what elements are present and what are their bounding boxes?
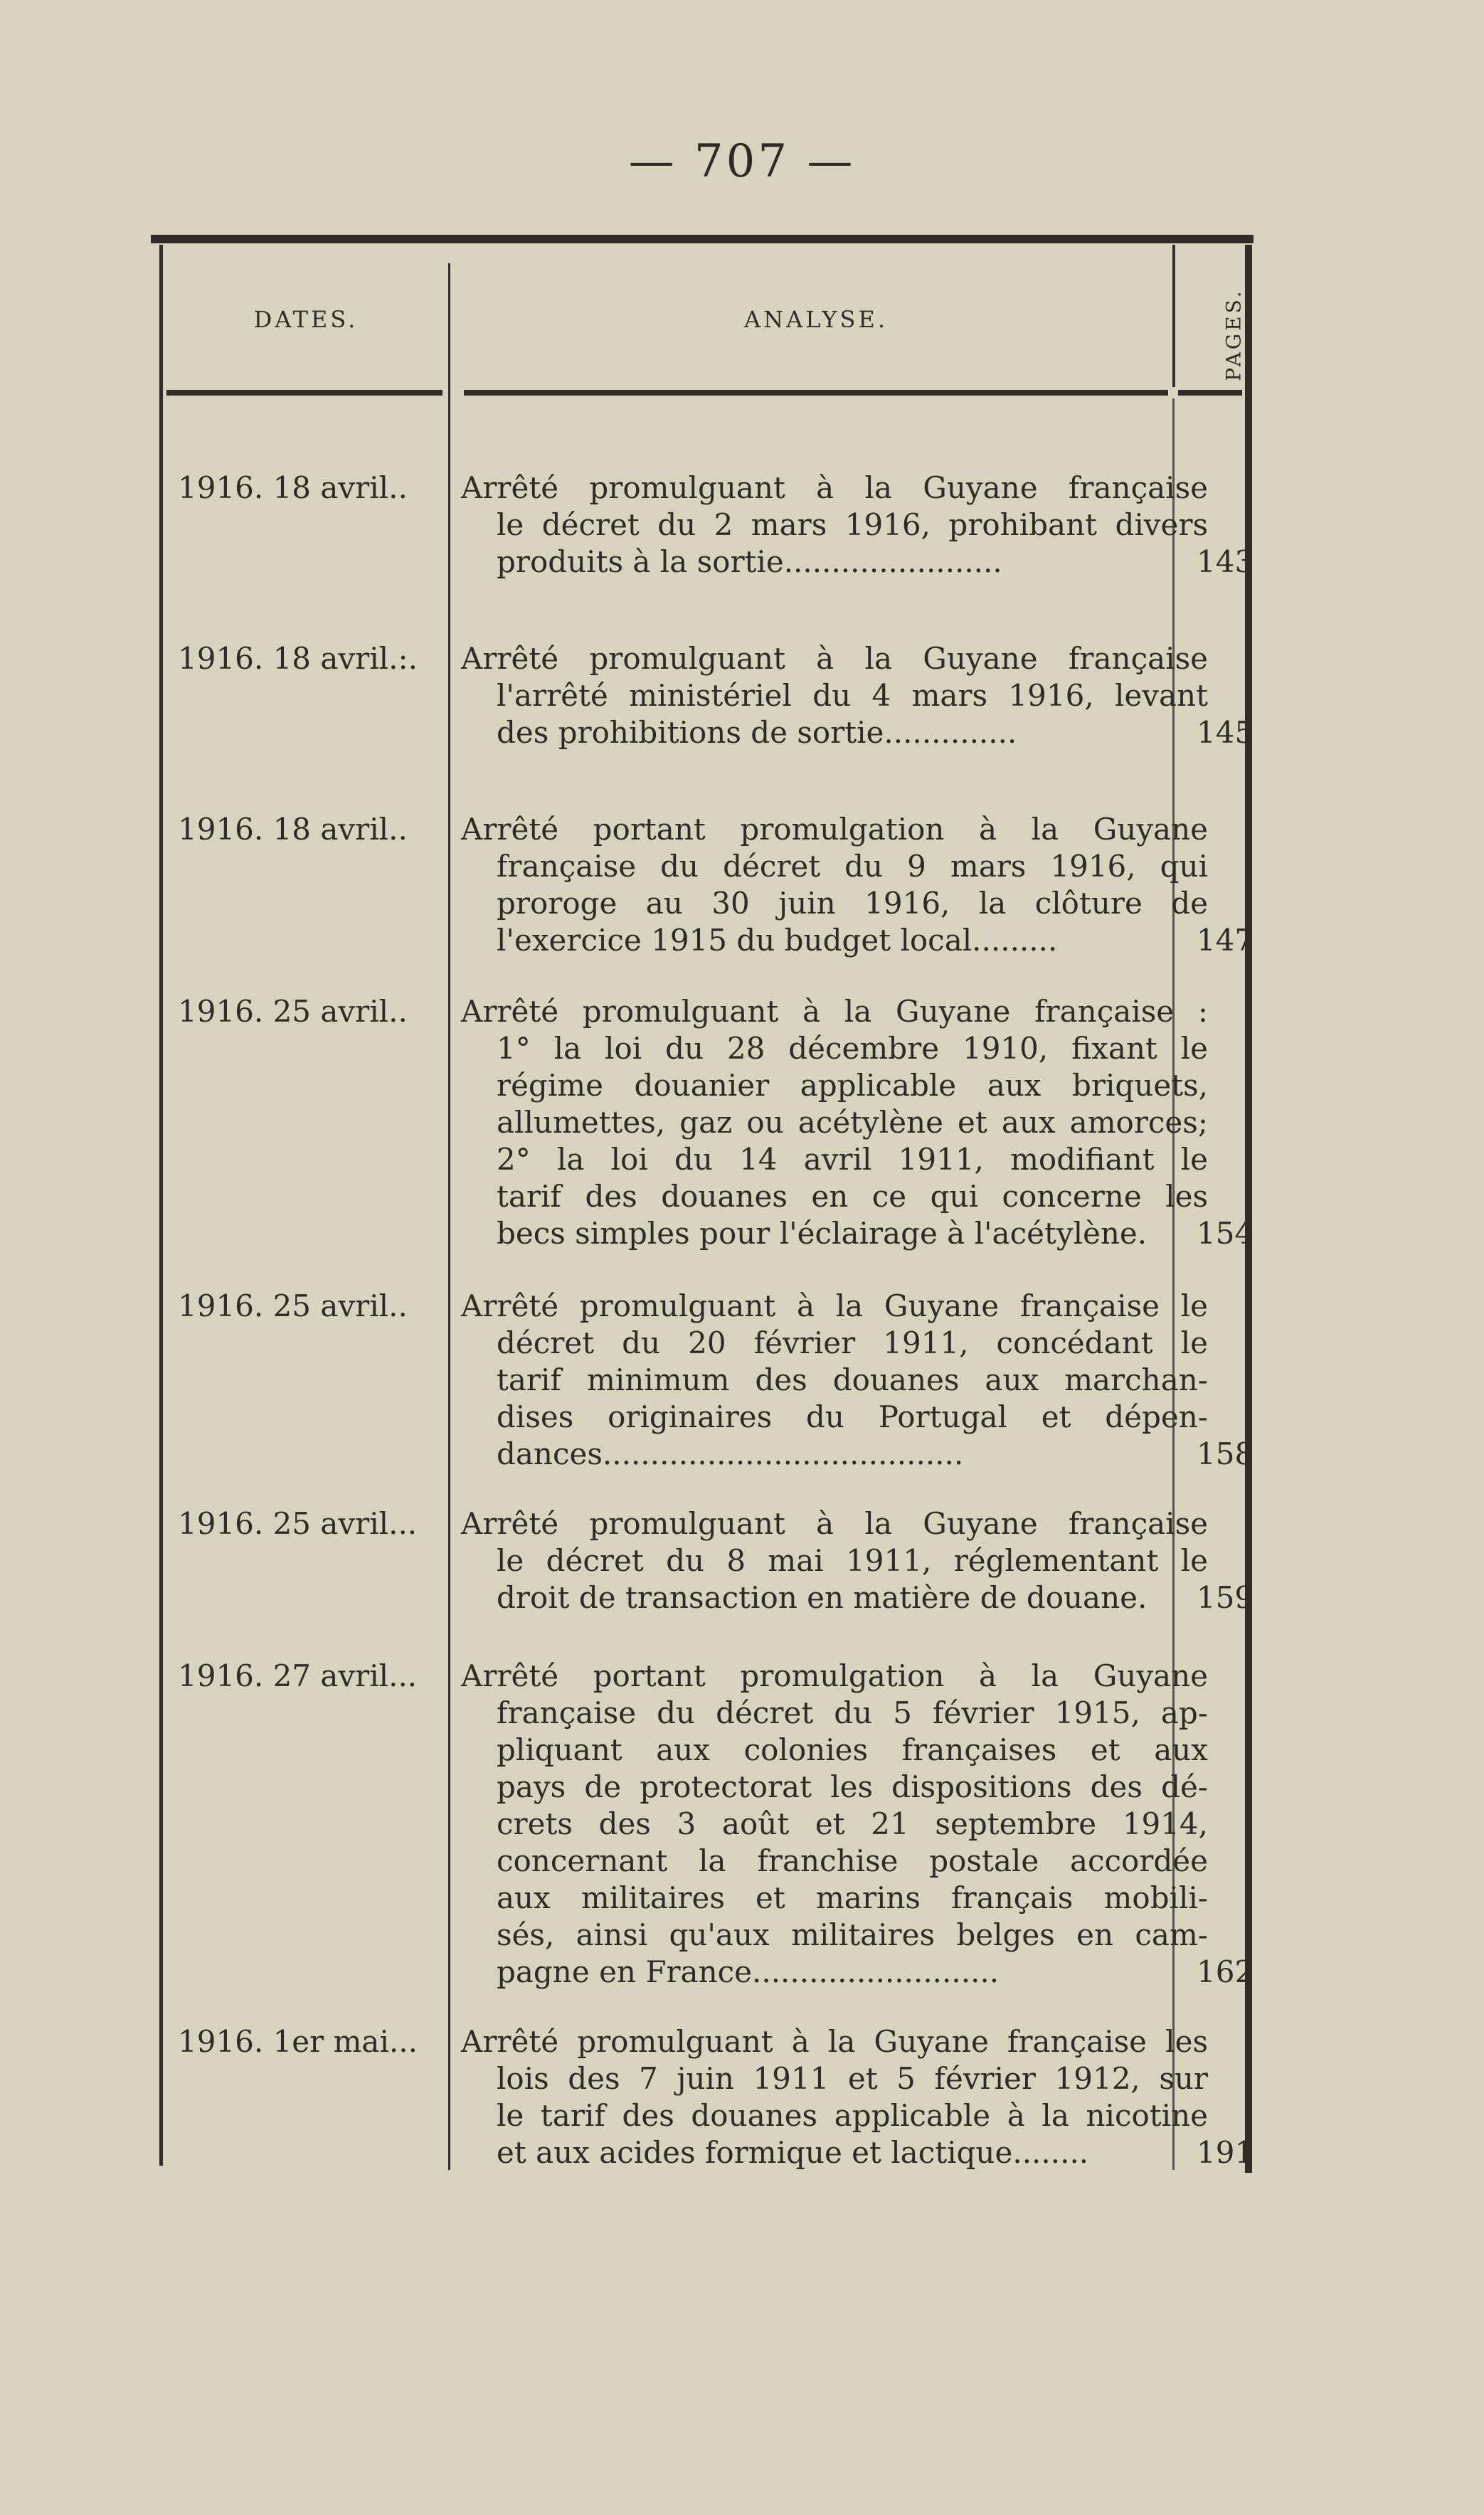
analysis-line: Arrêté promulguant à la Guyane française: [461, 641, 1208, 676]
analysis-line: l'arrêté ministériel du 4 mars 1916, levant: [497, 678, 1208, 713]
entry-date: 1916. 18 avril.:.: [178, 641, 418, 676]
analysis-line: Arrêté promulguant à la Guyane française :: [461, 994, 1208, 1029]
analyse-header-rule: [464, 390, 1168, 396]
entry-analysis: [461, 2023, 1208, 2171]
analysis-line: concernant la franchise postale accordée: [497, 1843, 1208, 1878]
analysis-line: décret du 20 février 1911, concédant le: [497, 1325, 1208, 1360]
analysis-line: 1° la loi du 28 décembre 1910, fixant le: [497, 1031, 1208, 1066]
dates-header-rule: [166, 390, 442, 396]
pages-header-rule: [1178, 390, 1242, 396]
analysis-line: Arrêté promulguant à la Guyane française: [461, 1506, 1208, 1541]
analysis-line: Arrêté promulguant à la Guyane française le: [461, 1288, 1208, 1323]
analysis-line: pagne en France..........................: [497, 1954, 1000, 1989]
analysis-line: crets des 3 août et 21 septembre 1914,: [497, 1806, 1208, 1841]
analysis-line: Arrêté promulguant à la Guyane française: [461, 470, 1208, 505]
analysis-line: pays de protectorat les dispositions des dé-: [497, 1769, 1208, 1804]
analysis-line: Arrêté portant promulgation à la Guyane: [461, 812, 1208, 847]
entry-analysis: [461, 993, 1208, 1252]
entry-page: 158: [1197, 1436, 1254, 1471]
entry-page: 162: [1197, 1954, 1254, 1989]
entry-date: 1916. 25 avril..: [178, 1288, 408, 1323]
analysis-line: produits à la sortie.......................: [497, 544, 1002, 579]
entry-date: 1916. 25 avril...: [178, 1506, 418, 1541]
entry-date: 1916. 1er mai...: [178, 2024, 418, 2059]
analysis-line: pliquant aux colonies françaises et aux: [497, 1732, 1208, 1767]
analysis-line: le décret du 8 mai 1911, réglementant le: [497, 1543, 1208, 1578]
entry-page: 143: [1197, 544, 1254, 579]
entry-page: 147: [1197, 923, 1254, 958]
analysis-line: des prohibitions de sortie..............: [497, 715, 1017, 750]
analysis-line: et aux acides formique et lactique........: [497, 2135, 1089, 2170]
analysis-column-divider: [1172, 245, 1175, 387]
entry-page: 154: [1197, 1216, 1254, 1251]
analysis-line: 2° la loi du 14 avril 1911, modifiant le: [497, 1142, 1208, 1177]
pages-header: PAGES.: [1221, 287, 1246, 381]
left-border: [159, 245, 163, 2166]
analysis-line: l'exercice 1915 du budget local.........: [497, 923, 1058, 958]
entry-analysis: [461, 1288, 1208, 1473]
analysis-line: lois des 7 juin 1911 et 5 février 1912, sur: [497, 2061, 1208, 2096]
dates-column-divider: [448, 263, 450, 2170]
entry-page: 145: [1197, 715, 1254, 750]
analysis-line: Arrêté portant promulgation à la Guyane: [461, 1658, 1208, 1693]
entry-analysis: [461, 811, 1208, 959]
analyse-header: ANALYSE.: [744, 306, 888, 333]
analysis-line: française du décret du 9 mars 1916, qui: [497, 849, 1208, 884]
analysis-line: dances......................................: [497, 1436, 964, 1471]
entry-date: 1916. 18 avril..: [178, 470, 408, 505]
analysis-line: aux militaires et marins français mobili-: [497, 1880, 1208, 1915]
entry-date: 1916. 18 avril..: [178, 812, 408, 847]
entry-page: 191: [1197, 2135, 1254, 2170]
analysis-line: tarif minimum des douanes aux marchan-: [497, 1362, 1208, 1397]
analysis-line: sés, ainsi qu'aux militaires belges en cam-: [497, 1917, 1208, 1952]
analysis-line: régime douanier applicable aux briquets,: [497, 1068, 1208, 1103]
analysis-line: becs simples pour l'éclairage à l'acétylène.: [497, 1216, 1148, 1251]
entry-analysis: [461, 1505, 1208, 1616]
analysis-line: proroge au 30 juin 1916, la clôture de: [497, 886, 1208, 921]
table-top-rule: [151, 235, 1254, 243]
entry-analysis: [461, 470, 1208, 581]
entry-date: 1916. 25 avril..: [178, 994, 408, 1029]
right-border: [1245, 245, 1252, 2173]
index-table: [151, 235, 1254, 2174]
entry-analysis: [461, 1658, 1208, 1991]
analysis-line: Arrêté promulguant à la Guyane française les: [461, 2024, 1208, 2059]
analysis-line: allumettes, gaz ou acétylène et aux amorces;: [497, 1105, 1208, 1140]
analysis-line: française du décret du 5 février 1915, ap-: [497, 1695, 1208, 1730]
analysis-line: le décret du 2 mars 1916, prohibant divers: [497, 507, 1208, 542]
analysis-line: droit de transaction en matière de douane.: [497, 1580, 1148, 1615]
page-number: — 707 —: [628, 135, 856, 188]
entry-page: 159: [1197, 1580, 1254, 1615]
entry-analysis: [461, 640, 1208, 751]
analysis-line: dises originaires du Portugal et dépen-: [497, 1399, 1208, 1434]
analysis-line: tarif des douanes en ce qui concerne les: [497, 1179, 1208, 1214]
entry-date: 1916. 27 avril...: [178, 1658, 418, 1693]
dates-header: DATES.: [253, 306, 359, 333]
analysis-line: le tarif des douanes applicable à la nicotine: [497, 2098, 1208, 2133]
